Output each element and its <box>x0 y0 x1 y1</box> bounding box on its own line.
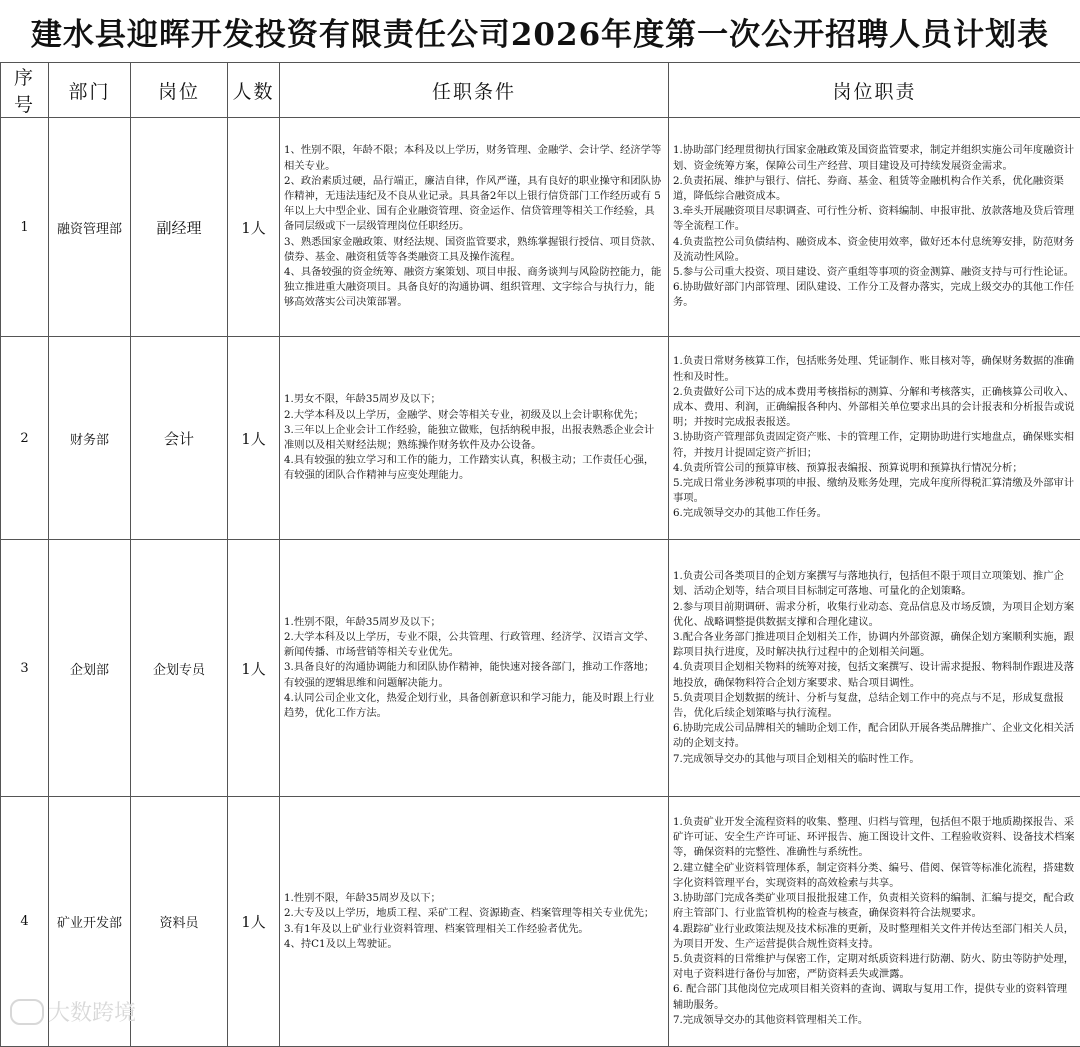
requirement-item: 1.男女不限，年龄35周岁及以下； <box>284 392 664 407</box>
duty-item: 2.负责做好公司下达的成本费用考核指标的测算、分解和考核落实，正确核算公司收入、成本、费用、利润，正确编报各种内、外部相关单位要求出具的会计报表和分析报告或说明；并按时完成报表报送。 <box>673 385 1076 431</box>
table-row <box>1 540 1080 797</box>
row-requirements <box>280 118 669 337</box>
row-dept: 融资管理部 <box>49 118 131 337</box>
row-no: 3 <box>1 540 49 797</box>
row-dept: 矿业开发部 <box>49 797 131 1047</box>
duty-item: 7.完成领导交办的其他资料管理相关工作。 <box>673 1013 1076 1028</box>
duty-item: 5.参与公司重大投资、项目建设、资产重组等事项的资金测算、融资支持与可行性论证。 <box>673 265 1076 280</box>
recruitment-table <box>0 62 1080 1047</box>
requirement-item: 2、政治素质过硬，品行端正，廉洁自律，作风严谨，具有良好的职业操守和团队协作精神，无违法违纪及不良从业记录。具具备2年以上银行信贷部门工作经历或有 5 年以上大中型企业、国有企业融资管理、资金运作、信贷管理等相关工作经验，具备同层级或下一层级管理岗位任职经历。 <box>284 174 664 235</box>
duty-item: 6. 配合部门其他岗位完成项目相关资料的查询、调取与复用工作，提供专业的资料管理辅助服务。 <box>673 982 1076 1012</box>
row-count: 1人 <box>228 118 280 337</box>
watermark <box>10 996 136 1027</box>
duty-item: 4.负责项目企划相关物料的统筹对接，包括文案撰写、设计需求提报、物料制作跟进及落地投放，确保物料符合企划方案要求、贴合项目调性。 <box>673 660 1076 690</box>
duty-item: 5.完成日常业务涉税事项的申报、缴纳及账务处理，完成年度所得税汇算清缴及外部审计事项。 <box>673 476 1076 506</box>
row-requirements <box>280 540 669 797</box>
duty-item: 6.协助做好部门内部管理、团队建设、工作分工及督办落实，完成上级交办的其他工作任务。 <box>673 280 1076 310</box>
duty-item: 3.协助部门完成各类矿业项目报批报建工作，负责相关资料的编制、汇编与提交，配合政府主管部门、行业监管机构的检查与核查，确保资料符合法规要求。 <box>673 891 1076 921</box>
row-post: 资料员 <box>131 797 228 1047</box>
row-dept: 财务部 <box>49 337 131 540</box>
duty-item: 2.建立健全矿业资料管理体系，制定资料分类、编号、借阅、保管等标准化流程，搭建数字化资料管理平台，实现资料的高效检索与共享。 <box>673 861 1076 891</box>
table-row <box>1 797 1080 1047</box>
duty-item: 3.协助资产管理部负责固定资产账、卡的管理工作，定期协助进行实地盘点，确保账实相符，并按月计提固定资产折旧； <box>673 430 1076 460</box>
page-title: 建水县迎晖开发投资有限责任公司2026年度第一次公开招聘人员计划表 <box>0 0 1080 62</box>
row-requirements <box>280 337 669 540</box>
requirement-item: 1.性别不限，年龄35周岁及以下； <box>284 615 664 630</box>
duty-item: 2.负责拓展、维护与银行、信托、券商、基金、租赁等金融机构合作关系，优化融资渠道，降低综合融资成本。 <box>673 174 1076 204</box>
requirement-item: 4、具备较强的资金统筹、融资方案策划、项目申报、商务谈判与风险防控能力，能独立推进重大融资项目。具备良好的沟通协调、组织管理、文字综合与执行力，能够高效落实公司决策部署。 <box>284 265 664 311</box>
requirement-item: 4.具有较强的独立学习和工作的能力，工作踏实认真，积极主动；工作责任心强，有较强的团队合作精神与应变处理能力。 <box>284 453 664 483</box>
row-duties <box>669 118 1080 337</box>
requirement-item: 2.大学本科及以上学历，金融学、财会等相关专业，初级及以上会计职称优先； <box>284 408 664 423</box>
requirement-item: 1、性别不限，年龄不限；本科及以上学历，财务管理、金融学、会计学、经济学等相关专业。 <box>284 143 664 173</box>
duty-item: 2.参与项目前期调研、需求分析，收集行业动态、竞品信息及市场反馈，为项目企划方案优化、战略调整提供数据支撑和合理化建议。 <box>673 600 1076 630</box>
row-dept: 企划部 <box>49 540 131 797</box>
row-count: 1人 <box>228 337 280 540</box>
requirement-item: 3.有1年及以上矿业行业资料管理、档案管理相关工作经验者优先。 <box>284 922 664 937</box>
duty-item: 4.负责所管公司的预算审核、预算报表编报、预算说明和预算执行情况分析； <box>673 461 1076 476</box>
row-post: 企划专员 <box>131 540 228 797</box>
row-no: 1 <box>1 118 49 337</box>
duty-item: 4.负责监控公司负债结构、融资成本、资金使用效率，做好还本付息统筹安排，防范财务及流动性风险。 <box>673 235 1076 265</box>
watermark-logo-icon <box>10 999 44 1025</box>
requirement-item: 2.大学本科及以上学历，专业不限，公共管理、行政管理、经济学、汉语言文学、新闻传播、市场营销等相关专业优先。 <box>284 630 664 660</box>
requirement-item: 1.性别不限，年龄35周岁及以下； <box>284 891 664 906</box>
duty-item: 1.负责日常财务核算工作，包括账务处理、凭证制作、账目核对等，确保财务数据的准确性和及时性。 <box>673 354 1076 384</box>
row-no: 2 <box>1 337 49 540</box>
header-count: 人数 <box>228 63 280 118</box>
duty-item: 6.协助完成公司品牌相关的辅助企划工作，配合团队开展各类品牌推广、企业文化相关活动的企划支持。 <box>673 721 1076 751</box>
row-count: 1人 <box>228 540 280 797</box>
row-duties <box>669 337 1080 540</box>
row-requirements <box>280 797 669 1047</box>
row-post: 副经理 <box>131 118 228 337</box>
header-dept: 部门 <box>49 63 131 118</box>
table-row <box>1 118 1080 337</box>
row-duties <box>669 540 1080 797</box>
requirement-item: 2.大专及以上学历，地质工程、采矿工程、资源勘查、档案管理等相关专业优先； <box>284 906 664 921</box>
duty-item: 6.完成领导交办的其他工作任务。 <box>673 506 1076 521</box>
duty-item: 7.完成领导交办的其他与项目企划相关的临时性工作。 <box>673 752 1076 767</box>
table-row <box>1 337 1080 540</box>
duty-item: 5.负责项目企划数据的统计、分析与复盘，总结企划工作中的亮点与不足，形成复盘报告，优化后续企划策略与执行流程。 <box>673 691 1076 721</box>
requirement-item: 3、熟悉国家金融政策、财经法规、国资监管要求，熟练掌握银行授信、项目贷款、债券、基金、融资租赁等各类融资工具及操作流程。 <box>284 235 664 265</box>
header-duty: 岗位职责 <box>669 63 1080 118</box>
duty-item: 1.协助部门经理贯彻执行国家金融政策及国资监管要求，制定并组织实施公司年度融资计划、资金统筹方案，保障公司生产经营、项目建设及可持续发展资金需求。 <box>673 143 1076 173</box>
duty-item: 5.负责资料的日常维护与保密工作，定期对纸质资料进行防潮、防火、防虫等防护处理，对电子资料进行备份与加密，严防资料丢失或泄露。 <box>673 952 1076 982</box>
requirement-item: 4.认同公司企业文化，热爱企划行业，具备创新意识和学习能力，能及时跟上行业趋势，优化工作方法。 <box>284 691 664 721</box>
row-count: 1人 <box>228 797 280 1047</box>
header-post: 岗位 <box>131 63 228 118</box>
duty-item: 3.配合各业务部门推进项目企划相关工作，协调内外部资源，确保企划方案顺利实施，跟踪项目执行进度，及时解决执行过程中的企划相关问题。 <box>673 630 1076 660</box>
header-no: 序号 <box>1 63 49 118</box>
duty-item: 4.跟踪矿业行业政策法规及技术标准的更新，及时整理相关文件并传达至部门相关人员，为项目开发、生产运营提供合规性资料支持。 <box>673 922 1076 952</box>
row-duties <box>669 797 1080 1047</box>
header-row <box>1 63 1080 118</box>
requirement-item: 3.三年以上企业会计工作经验，能独立做账，包括纳税申报，出报表熟悉企业会计准则以及相关财经法规；熟练操作财务软件及办公设备。 <box>284 423 664 453</box>
duty-item: 1.负责矿业开发全流程资料的收集、整理、归档与管理，包括但不限于地质勘探报告、采矿许可证、安全生产许可证、环评报告、施工图设计文件、工程验收资料、设备技术档案等，确保资料的完整性、准确性与系统性。 <box>673 815 1076 861</box>
requirement-item: 4、持C1及以上驾驶证。 <box>284 937 664 952</box>
duty-item: 3.牵头开展融资项目尽职调查、可行性分析、资料编制、申报审批、放款落地及贷后管理等全流程工作。 <box>673 204 1076 234</box>
duty-item: 1.负责公司各类项目的企划方案撰写与落地执行，包括但不限于项目立项策划、推广企划、活动企划等，结合项目目标制定可落地、可量化的企划策略。 <box>673 569 1076 599</box>
watermark-text: 大数跨境 <box>48 996 136 1027</box>
row-post: 会计 <box>131 337 228 540</box>
requirement-item: 3.具备良好的沟通协调能力和团队协作精神，能快速对接各部门，推动工作落地；有较强的逻辑思维和问题解决能力。 <box>284 660 664 690</box>
row-no: 4 <box>1 797 49 1047</box>
header-req: 任职条件 <box>280 63 669 118</box>
